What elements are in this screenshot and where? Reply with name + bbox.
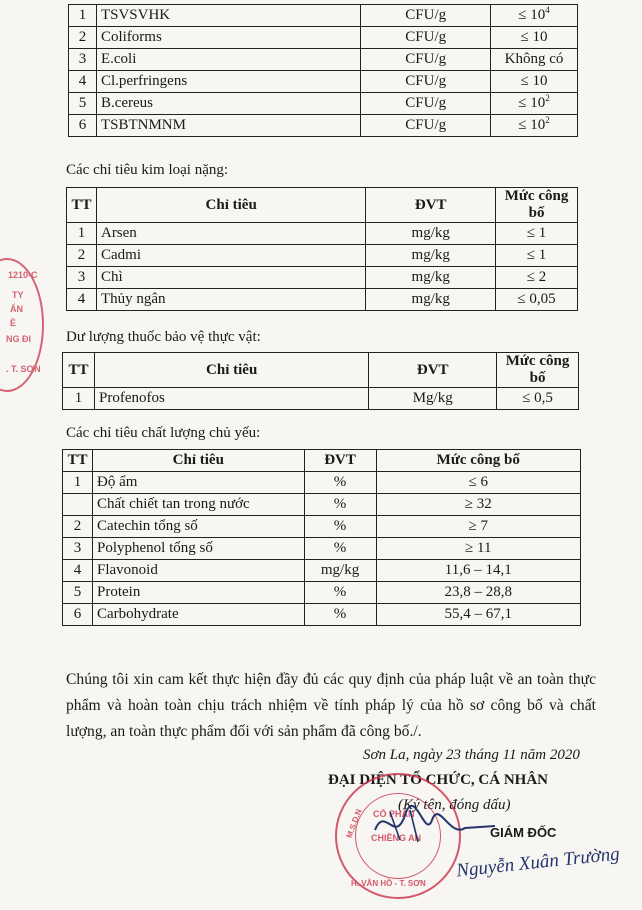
cell-unit: % (304, 516, 376, 538)
cell-level (497, 388, 579, 410)
cell-level (496, 223, 578, 245)
level-exponent: 2 (545, 115, 550, 125)
table-row (67, 245, 578, 267)
level-exponent: 2 (545, 93, 550, 103)
cell-name: Catechin tổng số (92, 516, 304, 538)
representative-title: ĐẠI DIỆN TỔ CHỨC, CÁ NHÂN (328, 772, 549, 788)
cell-tt: 1 (63, 388, 95, 410)
level-value: ≤ 0,5 (522, 390, 553, 406)
quality-table (62, 449, 581, 626)
table-row (63, 604, 581, 626)
cell-name: Độ ẩm (92, 472, 304, 494)
level-value: 55,4 – 67,1 (444, 606, 512, 622)
cell-level (491, 71, 578, 93)
cell-tt: 3 (63, 538, 93, 560)
level-value: ≤ 6 (468, 474, 488, 490)
cell-level (376, 582, 581, 604)
cell-tt: 1 (63, 472, 93, 494)
cell-unit: mg/kg (366, 267, 496, 289)
level-exponent: 4 (545, 5, 550, 15)
pesticide-table (62, 352, 579, 410)
cell-level (376, 604, 581, 626)
cell-tt: 1 (67, 223, 97, 245)
stamp-text: CHIỀNG AN (371, 833, 422, 843)
metals-heading: Các chỉ tiêu kim loại nặng: (66, 162, 229, 178)
cell-unit: CFU/g (361, 71, 491, 93)
table-row (63, 560, 581, 582)
cell-tt: 6 (69, 115, 97, 137)
stamp-text: ẨN (10, 304, 23, 314)
level-value: ≤ 0,05 (517, 291, 556, 307)
cell-name: B.cereus (96, 93, 360, 115)
level-value: 23,8 – 28,8 (444, 584, 512, 600)
cell-unit: % (304, 538, 376, 560)
table-row (63, 388, 579, 410)
cell-level (376, 494, 581, 516)
table-row (69, 93, 578, 115)
cell-name: Chất chiết tan trong nước (92, 494, 304, 516)
cell-level (491, 49, 578, 71)
table-row (69, 115, 578, 137)
cell-tt: 6 (63, 604, 93, 626)
stamp-text: TY (12, 290, 24, 300)
stamp-text: NG ĐI (6, 334, 32, 344)
table-row (63, 516, 581, 538)
col-level: Mức công bố (376, 450, 581, 472)
cell-name: TSBTNMNM (96, 115, 360, 137)
cell-tt: 4 (63, 560, 93, 582)
table-row (67, 223, 578, 245)
level-value: ≥ 32 (464, 496, 492, 512)
level-value: ≥ 11 (465, 540, 492, 556)
table-row (67, 289, 578, 311)
cell-tt: 4 (67, 289, 97, 311)
cell-tt: 4 (69, 71, 97, 93)
cell-level (491, 93, 578, 115)
cell-name: Protein (92, 582, 304, 604)
level-value: 11,6 – 14,1 (444, 562, 512, 578)
col-unit: ĐVT (369, 353, 497, 388)
level-value: ≤ 10 (518, 117, 546, 133)
col-unit: ĐVT (304, 450, 376, 472)
cell-level (376, 516, 581, 538)
cell-name: Profenofos (94, 388, 368, 410)
cell-unit: mg/kg (304, 560, 376, 582)
place-date: Sơn La, ngày 23 tháng 11 năm 2020 (363, 747, 580, 763)
level-value: ≥ 7 (468, 518, 488, 534)
cell-name: Chì (96, 267, 365, 289)
signature-scribble (370, 800, 500, 850)
pesticide-heading: Dư lượng thuốc bảo vệ thực vật: (66, 329, 261, 345)
col-tt: TT (67, 188, 97, 223)
table-row (63, 538, 581, 560)
cell-name: Arsen (96, 223, 365, 245)
cell-name: Coliforms (96, 27, 360, 49)
level-value: ≤ 10 (518, 7, 546, 23)
microbiology-table (68, 4, 578, 137)
cell-unit: Mg/kg (369, 388, 497, 410)
stamp-text: 1210-C (8, 270, 38, 280)
left-stamp (0, 258, 44, 392)
cell-name: Cl.perfringens (96, 71, 360, 93)
cell-name: TSVSVHK (96, 5, 360, 27)
cell-level (376, 538, 581, 560)
cell-name: Flavonoid (92, 560, 304, 582)
table-row (69, 5, 578, 27)
cell-tt: 5 (63, 582, 93, 604)
table-row (63, 494, 581, 516)
cell-level (376, 560, 581, 582)
cell-level (496, 289, 578, 311)
cell-name: Thủy ngân (96, 289, 365, 311)
cell-unit: mg/kg (366, 245, 496, 267)
cell-level (496, 245, 578, 267)
cell-unit: % (304, 604, 376, 626)
table-row (63, 582, 581, 604)
level-value: Không có (504, 51, 564, 67)
cell-unit: % (304, 494, 376, 516)
cell-name: Carbohydrate (92, 604, 304, 626)
level-value: ≤ 2 (526, 269, 547, 285)
col-tt: TT (63, 450, 93, 472)
cell-unit: CFU/g (361, 5, 491, 27)
cell-unit: CFU/g (361, 115, 491, 137)
level-value: ≤ 10 (518, 95, 546, 111)
cell-tt (63, 494, 93, 516)
cell-level (491, 115, 578, 137)
cell-level (491, 27, 578, 49)
cell-tt: 2 (63, 516, 93, 538)
cell-unit: CFU/g (361, 93, 491, 115)
cell-tt: 3 (69, 49, 97, 71)
col-name: Chỉ tiêu (96, 188, 365, 223)
cell-unit: CFU/g (361, 27, 491, 49)
level-value: ≤ 10 (520, 29, 548, 45)
table-row (67, 267, 578, 289)
cell-name: E.coli (96, 49, 360, 71)
table-row (69, 27, 578, 49)
col-level: Mức công bố (496, 188, 578, 223)
cell-level (496, 267, 578, 289)
level-value: ≤ 10 (520, 73, 548, 89)
cell-name: Cadmi (96, 245, 365, 267)
signer-name: Nguyễn Xuân Trường (455, 843, 621, 882)
cell-tt: 1 (69, 5, 97, 27)
col-unit: ĐVT (366, 188, 496, 223)
cell-unit: mg/kg (366, 223, 496, 245)
cell-tt: 3 (67, 267, 97, 289)
metals-table (66, 187, 578, 311)
sign-note: (Ký tên, đóng dấu) (398, 797, 511, 813)
stamp-text: . T. SƠN (6, 364, 41, 374)
cell-name: Polyphenol tổng số (92, 538, 304, 560)
table-row (69, 71, 578, 93)
quality-heading: Các chỉ tiêu chất lượng chủ yếu: (66, 425, 261, 441)
table-row (63, 472, 581, 494)
cell-unit: CFU/g (361, 49, 491, 71)
cell-level (491, 5, 578, 27)
level-value: ≤ 1 (526, 225, 547, 241)
table-row (69, 49, 578, 71)
col-name: Chỉ tiêu (92, 450, 304, 472)
stamp-text: È (10, 318, 17, 328)
position-title: GIÁM ĐỐC (490, 825, 557, 840)
col-level: Mức công bố (497, 353, 579, 388)
cell-tt: 2 (67, 245, 97, 267)
stamp-text: H. VÂN HỒ - T. SƠN (351, 879, 426, 888)
cell-unit: mg/kg (366, 289, 496, 311)
cell-level (376, 472, 581, 494)
col-name: Chỉ tiêu (94, 353, 368, 388)
commitment-paragraph: Chúng tôi xin cam kết thực hiện đầy đủ các quy định của pháp luật về an toàn thực phẩm và hoàn toàn chịu trách nhiệm về tính pháp lý của hồ sơ công bố và chất lượng, an toàn thực phẩm đối với sản phẩm đã công bố./. (66, 671, 596, 740)
cell-tt: 2 (69, 27, 97, 49)
col-tt: TT (63, 353, 95, 388)
cell-unit: % (304, 472, 376, 494)
level-value: ≤ 1 (526, 247, 547, 263)
cell-tt: 5 (69, 93, 97, 115)
stamp-text: M.S.D.N (344, 807, 364, 840)
cell-unit: % (304, 582, 376, 604)
stamp-text: CỔ PHẦN (373, 809, 415, 819)
